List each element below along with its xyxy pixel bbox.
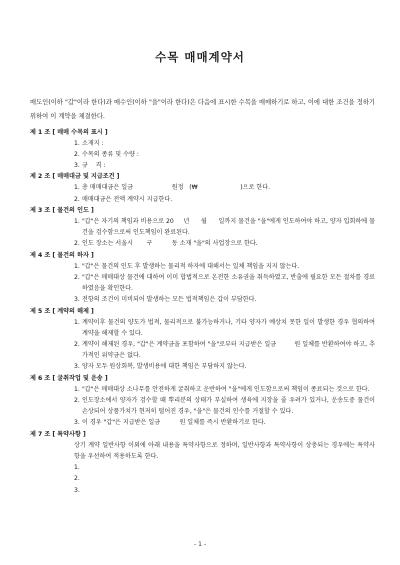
item-number: 3. (74, 486, 80, 494)
article-item (30, 462, 375, 473)
article-item (30, 138, 375, 149)
item-number: 1. (74, 218, 80, 226)
item-text (82, 473, 375, 484)
item-number: 2. (74, 150, 80, 158)
item-text: 인도 장소는 서울시 구 동 소재 "을"의 사업장으로 한다. (82, 240, 258, 248)
article-paragraph (30, 440, 375, 462)
article-paragraph-text: 상기 계약 일반사항 이외에 아래 내용을 특약사항으로 정하며, 일반사항과 특약사항이 상충되는 경우에는 특약사항을 우선하여 적용하도록 한다. (74, 442, 375, 461)
article-3 (30, 205, 375, 249)
item-number: 2. (74, 240, 80, 248)
item-text: 양자 모두 원상회복, 발생비용에 대한 책임은 부담하지 않는다. (82, 363, 247, 371)
article-item (30, 417, 375, 428)
article-item (30, 160, 375, 171)
item-number: 3. (74, 419, 80, 427)
article-item (30, 384, 375, 395)
article-7 (30, 429, 375, 496)
article-item (30, 473, 375, 484)
article-4 (30, 250, 375, 305)
item-text: 규 격 : (82, 161, 106, 169)
article-item (30, 182, 375, 193)
article-item (30, 317, 375, 339)
article-6 (30, 373, 375, 428)
item-text: "갑"은 물건의 인도 후 발생하는 물리적 하자에 대해서는 일체 책임을 지지 않는다. (82, 263, 300, 271)
item-number: 2. (74, 274, 80, 282)
article-2 (30, 171, 375, 204)
item-number: 2. (74, 195, 80, 203)
item-text: "갑"은 매매대상 물건에 대하여 이미 합법적으로 온전한 소유권을 취득하였고, 반출에 필요한 모든 절차를 경료하였음을 확인한다. (82, 274, 375, 293)
item-number: 2. (74, 341, 80, 349)
article-item (30, 238, 375, 249)
article-heading: 제 3 조 [ 물건의 인도 ] (30, 207, 94, 215)
item-number: 1. (74, 319, 80, 327)
item-number: 3. (74, 161, 80, 169)
item-text (82, 485, 375, 496)
item-number: 2. (74, 475, 80, 483)
article-heading: 제 6 조 [ 굴취작업 및 운송 ] (30, 375, 108, 383)
article-item (30, 361, 375, 372)
article-heading: 제 5 조 [ 계약의 해제 ] (30, 308, 94, 315)
item-text: "갑"은 매매대상 소나무를 안전하게 굴취하고 운반하여 "을"에게 인도함으로써 책임이 종료되는 것으로 한다. (82, 386, 370, 394)
article-item (30, 194, 375, 205)
contract-body (30, 126, 375, 496)
article-heading: 제 2 조 [ 매매대금 및 지급조건 ] (30, 173, 120, 181)
item-number: 1. (74, 184, 80, 192)
item-text: 소재지 : (82, 139, 104, 147)
article-heading: 제 1 조 [ 매매 수목의 표시 ] (30, 128, 108, 136)
item-text (82, 462, 375, 473)
article-item (30, 395, 375, 417)
item-number: 2. (74, 397, 80, 405)
article-item (30, 485, 375, 496)
page-number: - 1 - (194, 541, 206, 548)
article-5 (30, 306, 375, 373)
item-text: 수목의 종류 및 수량 : (82, 150, 139, 158)
item-number: 1. (74, 263, 80, 271)
article-item (30, 272, 375, 294)
page-title: 수목 매매계약서 (155, 50, 245, 64)
item-number: 1. (74, 386, 80, 394)
article-item (30, 216, 375, 238)
article-1 (30, 127, 375, 171)
item-number: 3. (74, 296, 80, 304)
item-text: 전항의 조건이 미비되어 발생하는 모든 법적책임은 갑이 부담한다. (82, 296, 257, 304)
article-item (30, 294, 375, 305)
item-text: 계약이후 물건의 양도가 법적, 물리적으로 불가능하거나, 기타 양자가 예상치 못한 일이 발생한 경우 협의하여 계약을 해제할 수 있다. (82, 319, 377, 338)
item-text: "갑"은 자기의 책임과 비용으로 20 년 월 일까지 물건을 "을"에게 인도하여야 하고, 양자 입회하에 물건을 검수함으로써 인도책임이 완료된다. (82, 218, 375, 237)
intro-paragraph: 매도인(이하 "갑"이라 한다)과 매수인(이하 "을"이라 한다)은 다음에 표시한 수목을 매매하기로 하고, 이에 대한 조건을 정하기 위하여 이 계약을 체결한다. (30, 99, 375, 120)
item-text: 총 매매대금은 일금 원정 (₩ )으로 한다. (82, 184, 271, 192)
article-heading: 제 4 조 [ 물건의 하자 ] (30, 252, 94, 260)
item-number: 3. (74, 363, 80, 371)
article-heading: 제 7 조 [ 특약사항 ] (30, 431, 86, 439)
item-text: 계약이 해제된 경우, "갑"은 계약금을 포함하여 "을"로부터 지급받은 일금 원 일체를 반환하여야 하고, 추가적인 위약금은 없다. (82, 341, 375, 360)
article-item (30, 339, 375, 361)
item-text: 이 경우 "갑"은 지급받은 일금 원 일체를 즉시 반환하기로 한다. (82, 419, 266, 427)
article-item (30, 261, 375, 272)
item-text: 매매대금은 전액 계약시 지급한다. (82, 195, 173, 203)
item-text: 인도장소에서 양자가 검수할 때 뿌리분의 상태가 부실하여 생육에 지장을 줄 우려가 있거나, 운송도중 물건이 손상되어 상품가치가 현저히 떨어진 경우, "을"은 물건의 인수를 거절할 수 있다. (82, 397, 377, 416)
article-item (30, 149, 375, 160)
item-number: 1. (74, 139, 80, 147)
item-number: 1. (74, 464, 80, 472)
